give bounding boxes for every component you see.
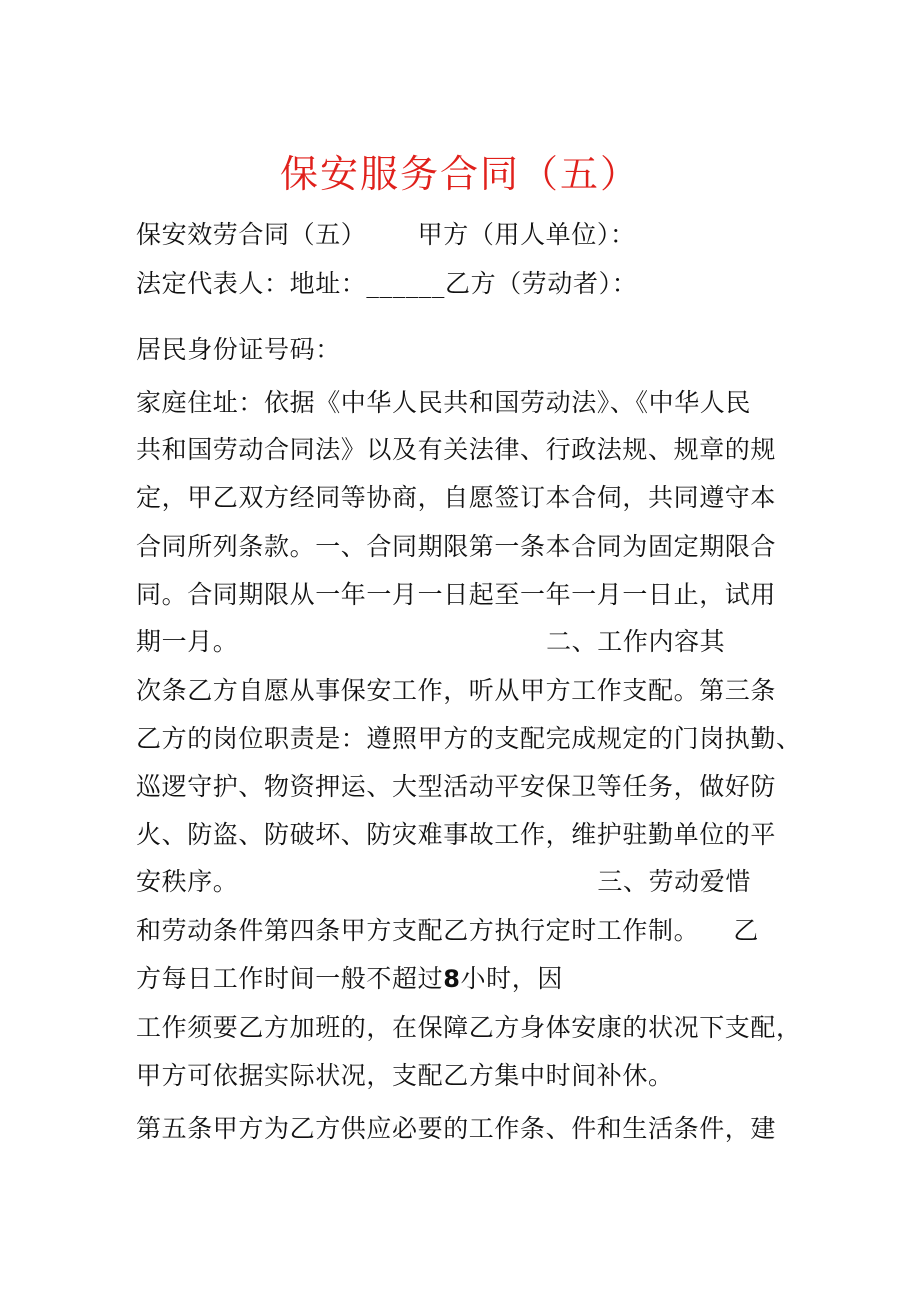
text-line: 次条乙方自愿从事保安工作，听从甲方工作支配。第三条 — [136, 676, 777, 705]
text-segment: 方每日工作时间一般不超过 — [136, 964, 444, 993]
text-segment: 小时，因 — [460, 964, 563, 993]
hours-number: 8 — [443, 965, 461, 993]
text-line: 第五条甲方为乙方供应必要的工作条、件和生活条件，建 — [136, 1114, 777, 1143]
text-line: 乙方的岗位职责是：遵照甲方的支配完成规定的门岗执勤、 — [136, 724, 802, 753]
text-line: 安秩序。 三、劳动爱惜 — [136, 867, 751, 896]
text-line: 保安效劳合同（五） 甲方（用人单位）： — [136, 220, 636, 249]
text-line-hours — [136, 961, 563, 997]
text-line: 共和国劳动合同法》以及有关法律、行政法规、规章的规 — [136, 435, 777, 464]
text-line: 合同所列条款。一、合同期限第一条本合同为固定期限合 — [136, 532, 777, 561]
text-line: 定，甲乙双方经同等协商，自愿签订本合伺，共同遵守本 — [136, 483, 777, 512]
text-line: 家庭住址：依据《中华人民共和国劳动法》、《中华人民 — [136, 388, 752, 417]
text-line: 火、防盗、防破坏、防灾难事故工作，维护驻勤单位的平 — [136, 820, 777, 849]
text-line: 和劳动条件第四条甲方支配乙方执行定时工作制。 乙 — [136, 916, 759, 945]
text-line: 巡逻守护、物资押运、大型活动平安保卫等任务，做好防 — [136, 772, 777, 801]
document-title: 保安服务合同（五） — [279, 152, 640, 196]
text-line: 同。合同期限从一年一月一日起至一年一月一日止，试用 — [136, 580, 777, 609]
text-line: 期一月。 二、工作内容其 — [136, 627, 726, 656]
text-line: 工作须要乙方加班的，在保障乙方身体安康的状况下支配， — [136, 1013, 802, 1042]
text-line: 居民身份证号码： — [136, 335, 341, 364]
text-line: 甲方可依据实际状况，支配乙方集中时间补休。 — [136, 1061, 674, 1090]
text-line: 法定代表人：地址：______乙方（劳动者）： — [136, 269, 638, 298]
